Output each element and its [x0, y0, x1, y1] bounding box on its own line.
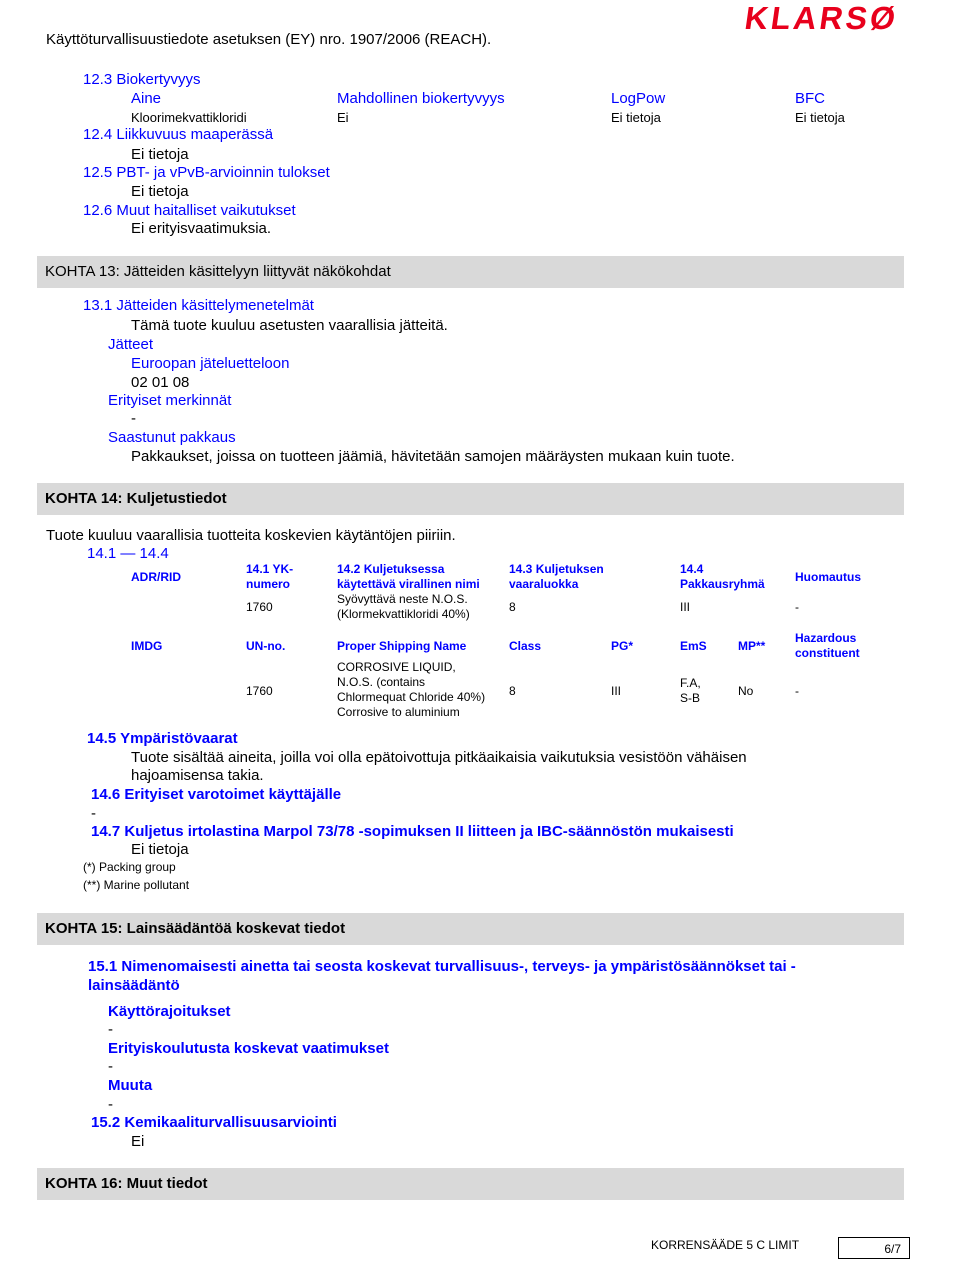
- page-number-box: [838, 1237, 910, 1259]
- muuta-value: -: [108, 1096, 113, 1113]
- heading-12-5: 12.5 PBT- ja vPvB-arvioinnin tulokset: [83, 164, 330, 181]
- adr-label: ADR/RID: [131, 570, 181, 584]
- adr-header-note: Huomautus: [795, 570, 861, 584]
- erityiset-merkinnat-value: -: [131, 410, 136, 427]
- imdg-header-class: Class: [509, 639, 542, 653]
- imdg-header-ems: EmS: [680, 639, 707, 653]
- text-14-7: Ei tietoja: [131, 841, 189, 858]
- section-15-band: [37, 913, 904, 945]
- cell-bfc: Ei tietoja: [795, 110, 845, 125]
- text-15-2: Ei: [131, 1133, 145, 1150]
- heading-15-1: 15.1 Nimenomaisesti ainetta tai seosta koskevat turvallisuus-, terveys- ja ympäristösäännökset tai - lainsäädäntö: [88, 958, 796, 994]
- saastunut-pakkaus-text: Pakkaukset, joissa on tuotteen jäämiä, hävitetään samojen määräysten mukaan kuin tuote.: [131, 448, 735, 465]
- section-16-title: KOHTA 16: Muut tiedot: [45, 1175, 208, 1192]
- col-logpow: LogPow: [611, 90, 666, 107]
- text-12-4: Ei tietoja: [131, 146, 189, 163]
- imdg-name: CORROSIVE LIQUID, N.O.S. (contains Chlormequat Chloride 40%) Corrosive to aluminium: [337, 660, 486, 719]
- text-14-5: Tuote sisältää aineita, joilla voi olla epätoivottuja pitkäaikaisia vaikutuksia vesistöön vähäisen hajoamisensa takia.: [131, 749, 747, 784]
- euroopan-jateluettelo: Euroopan jäteluetteloon: [131, 355, 290, 372]
- heading-12-4: 12.4 Liikkuvuus maaperässä: [83, 126, 274, 143]
- text-12-6: Ei erityisvaatimuksia.: [131, 220, 272, 237]
- adr-pg: III: [680, 600, 691, 614]
- imdg-label: IMDG: [131, 639, 163, 653]
- imdg-header-hazardous: Hazardous constituent: [795, 631, 860, 660]
- cell-logpow: Ei tietoja: [611, 110, 661, 125]
- heading-15-2: 15.2 Kemikaaliturvallisuusarviointi: [91, 1114, 337, 1131]
- imdg-mp: No: [738, 684, 754, 698]
- erityiset-merkinnat-heading: Erityiset merkinnät: [108, 392, 232, 409]
- imdg-hazardous: -: [795, 684, 799, 698]
- footer-document-name: KORRENSÄÄDE 5 C LIMIT: [651, 1238, 800, 1252]
- section-13-band: [37, 256, 904, 288]
- adr-header-pg: 14.4 Pakkausryhmä: [680, 562, 765, 591]
- page-number: 6/7: [884, 1242, 901, 1256]
- heading-14-1-14-4: 14.1 — 14.4: [87, 545, 169, 562]
- adr-header-un: 14.1 YK- numero: [246, 562, 294, 591]
- imdg-header-name: Proper Shipping Name: [337, 639, 467, 653]
- waste-code: 02 01 08: [131, 374, 190, 391]
- kayttorajoitukset-heading: Käyttörajoitukset: [108, 1003, 231, 1020]
- cell-aine: Kloorimekvattikloridi: [131, 110, 247, 125]
- text-13-1: Tämä tuote kuuluu asetusten vaarallisia jätteitä.: [131, 317, 448, 334]
- klarso-logo: KLARSØ: [742, 0, 901, 36]
- section-15-title: KOHTA 15: Lainsäädäntöä koskevat tiedot: [45, 920, 346, 937]
- heading-12-3: 12.3 Biokertyvyys: [83, 71, 201, 88]
- heading-14-5: 14.5 Ympäristövaarat: [87, 730, 238, 747]
- text-12-5: Ei tietoja: [131, 183, 189, 200]
- kayttorajoitukset-value: -: [108, 1021, 113, 1038]
- heading-13-1: 13.1 Jätteiden käsittelymenetelmät: [83, 297, 314, 314]
- footnote-marine-pollutant: (**) Marine pollutant: [83, 878, 190, 892]
- erityiskoulutus-value: -: [108, 1058, 113, 1075]
- jatteet-heading: Jätteet: [108, 336, 154, 353]
- adr-name: Syövyttävä neste N.O.S. (Klormekvattikloridi 40%): [337, 592, 470, 621]
- imdg-header-pg: PG*: [611, 639, 634, 653]
- muuta-heading: Muuta: [108, 1077, 153, 1094]
- imdg-ems: F.A, S-B: [680, 676, 701, 705]
- adr-header-class: 14.3 Kuljetuksen vaaraluokka: [509, 562, 604, 591]
- imdg-header-mp: MP**: [738, 639, 766, 653]
- heading-14-7: 14.7 Kuljetus irtolastina Marpol 73/78 -sopimuksen II liitteen ja IBC-säännöstön mukaisesti: [91, 823, 734, 840]
- imdg-header-un: UN-no.: [246, 639, 286, 653]
- col-aine: Aine: [131, 90, 162, 107]
- document-title: Käyttöturvallisuustiedote asetuksen (EY) nro. 1907/2006 (REACH).: [46, 31, 492, 48]
- adr-un: 1760: [246, 600, 273, 614]
- adr-header-name: 14.2 Kuljetuksessa käytettävä virallinen nimi: [337, 562, 480, 591]
- heading-12-6: 12.6 Muut haitalliset vaikutukset: [83, 202, 296, 219]
- text-14-intro: Tuote kuuluu vaarallisia tuotteita koskevien käytäntöjen piiriin.: [46, 527, 456, 544]
- imdg-class: 8: [509, 684, 516, 698]
- col-bfc: BFC: [795, 90, 825, 107]
- imdg-pg: III: [611, 684, 622, 698]
- saastunut-pakkaus-heading: Saastunut pakkaus: [108, 429, 236, 446]
- heading-14-6: 14.6 Erityiset varotoimet käyttäjälle: [91, 786, 342, 803]
- col-biokertyvyys: Mahdollinen biokertyvyys: [337, 90, 505, 107]
- adr-note: -: [795, 600, 799, 614]
- footnote-packing-group: (*) Packing group: [83, 860, 176, 874]
- imdg-un: 1760: [246, 684, 273, 698]
- text-14-6: -: [91, 805, 96, 822]
- section-14-title: KOHTA 14: Kuljetustiedot: [45, 490, 227, 507]
- section-14-band: [37, 483, 904, 515]
- section-13-title: KOHTA 13: Jätteiden käsittelyyn liittyvät näkökohdat: [45, 263, 391, 280]
- cell-biokertyvyys: Ei: [337, 110, 349, 125]
- erityiskoulutus-heading: Erityiskoulutusta koskevat vaatimukset: [108, 1040, 389, 1057]
- section-16-band: [37, 1168, 904, 1200]
- adr-class: 8: [509, 600, 516, 614]
